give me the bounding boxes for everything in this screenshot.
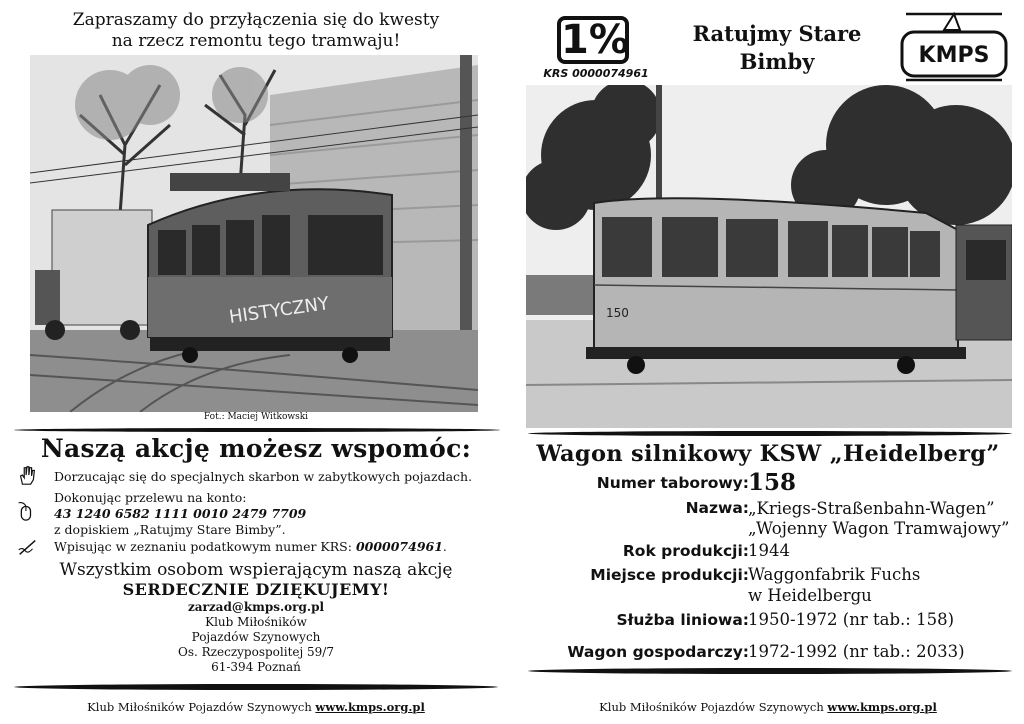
contact-block xyxy=(0,600,512,675)
hand-icon xyxy=(16,464,38,486)
kmps-logo xyxy=(894,8,1012,84)
left-footer-text: Klub Miłośników Pojazdów Szynowych xyxy=(87,700,316,714)
campaign-title xyxy=(672,20,882,76)
one-percent-badge: 1% xyxy=(557,16,629,64)
right-footer-url[interactable]: www.kmps.org.pl xyxy=(827,700,937,714)
contact-email[interactable]: zarzad@kmps.org.pl xyxy=(187,600,325,614)
spec-value-utility: 1972-1992 (nr tab.: 2033) xyxy=(748,642,965,661)
right-footer xyxy=(512,700,1024,714)
spec-label-service: Służba liniowa: xyxy=(616,611,749,629)
thanks-line-2: SERDECZNIE DZIĘKUJEMY! xyxy=(122,580,390,599)
donate-box-text: Dorzucając się do specjalnych skarbon w zabytkowych pojazdach. xyxy=(54,469,473,484)
tax-prefix: Wpisując w zeznaniu podatkowym numer KRS: xyxy=(54,539,356,554)
mouse-icon xyxy=(14,500,36,522)
tram-photo-depot xyxy=(30,55,478,412)
campaign-title-line-2: Bimby xyxy=(739,49,815,74)
left-footer-url[interactable]: www.kmps.org.pl xyxy=(315,700,425,714)
contact-org-1: Klub Miłośników xyxy=(205,615,307,629)
bank-account-number: 43 1240 6582 1111 0010 2479 7709 xyxy=(54,506,307,521)
tax-krs-text xyxy=(54,539,494,555)
pen-icon xyxy=(16,536,38,558)
tax-krs-number: 0000074961 xyxy=(355,539,443,554)
thanks-line-1: Wszystkim osobom wspierającym naszą akcję xyxy=(59,560,453,580)
transfer-line-3: z dopiskiem „Ratujmy Stare Bimby”. xyxy=(54,522,286,537)
krs-number: KRS 0000074961 xyxy=(543,67,649,80)
spec-value-place-2: w Heidelbergu xyxy=(748,586,872,605)
tram-side-number: 150 xyxy=(606,306,629,320)
campaign-title-line-1: Ratujmy Stare xyxy=(692,21,862,46)
spec-value-fleet-number: 158 xyxy=(748,469,797,496)
photo-credit: Fot.: Maciej Witkowski xyxy=(203,412,309,422)
contact-org-2: Pojazdów Szynowych xyxy=(191,630,321,644)
spec-value-place: Waggonfabrik Fuchs xyxy=(748,565,921,584)
spec-value-name: „Kriegs-Straßenbahn-Wagen” xyxy=(748,499,995,518)
spec-value-name-2: „Wojenny Wagon Tramwajowy” xyxy=(748,519,1010,538)
tram-graffiti: HISTYCZNY xyxy=(227,293,331,328)
wagon-heading: Wagon silnikowy KSW „Heidelberg” xyxy=(536,441,1000,467)
divider-brush-top xyxy=(14,428,500,432)
transfer-block xyxy=(54,490,494,538)
spec-label-year: Rok produkcji: xyxy=(622,542,749,560)
kmps-logo-text: KMPS xyxy=(918,43,990,68)
right-page xyxy=(512,0,1024,724)
intro-line-1: Zapraszamy do przyłączenia się do kwesty xyxy=(72,10,440,30)
contact-city: 61-394 Poznań xyxy=(211,660,301,674)
divider-brush-right-bottom xyxy=(528,668,1012,674)
intro-text xyxy=(30,10,482,52)
tram-photo-historic xyxy=(526,85,1012,428)
spec-value-service: 1950-1972 (nr tab.: 158) xyxy=(748,610,955,629)
tax-suffix: . xyxy=(442,539,447,554)
support-heading: Naszą akcję możesz wspomóc: xyxy=(40,434,472,463)
tram-photo-historic-drawing xyxy=(526,85,1012,428)
spec-label-place: Miejsce produkcji: xyxy=(590,566,749,584)
divider-brush-bottom xyxy=(14,684,498,690)
right-footer-text: Klub Miłośników Pojazdów Szynowych xyxy=(599,700,828,714)
transfer-line-1: Dokonując przelewu na konto: xyxy=(54,490,247,505)
divider-brush-right-top xyxy=(528,431,1012,436)
intro-line-2: na rzecz remontu tego tramwaju! xyxy=(111,31,401,51)
spec-label-fleet-number: Numer taborowy: xyxy=(596,474,749,492)
left-footer xyxy=(0,700,512,714)
contact-street: Os. Rzeczypospolitej 59/7 xyxy=(178,645,334,659)
tram-photo-depot-drawing xyxy=(30,55,478,412)
spec-label-utility: Wagon gospodarczy: xyxy=(567,643,749,661)
spec-value-year: 1944 xyxy=(748,541,790,560)
spec-label-name: Nazwa: xyxy=(685,499,749,517)
